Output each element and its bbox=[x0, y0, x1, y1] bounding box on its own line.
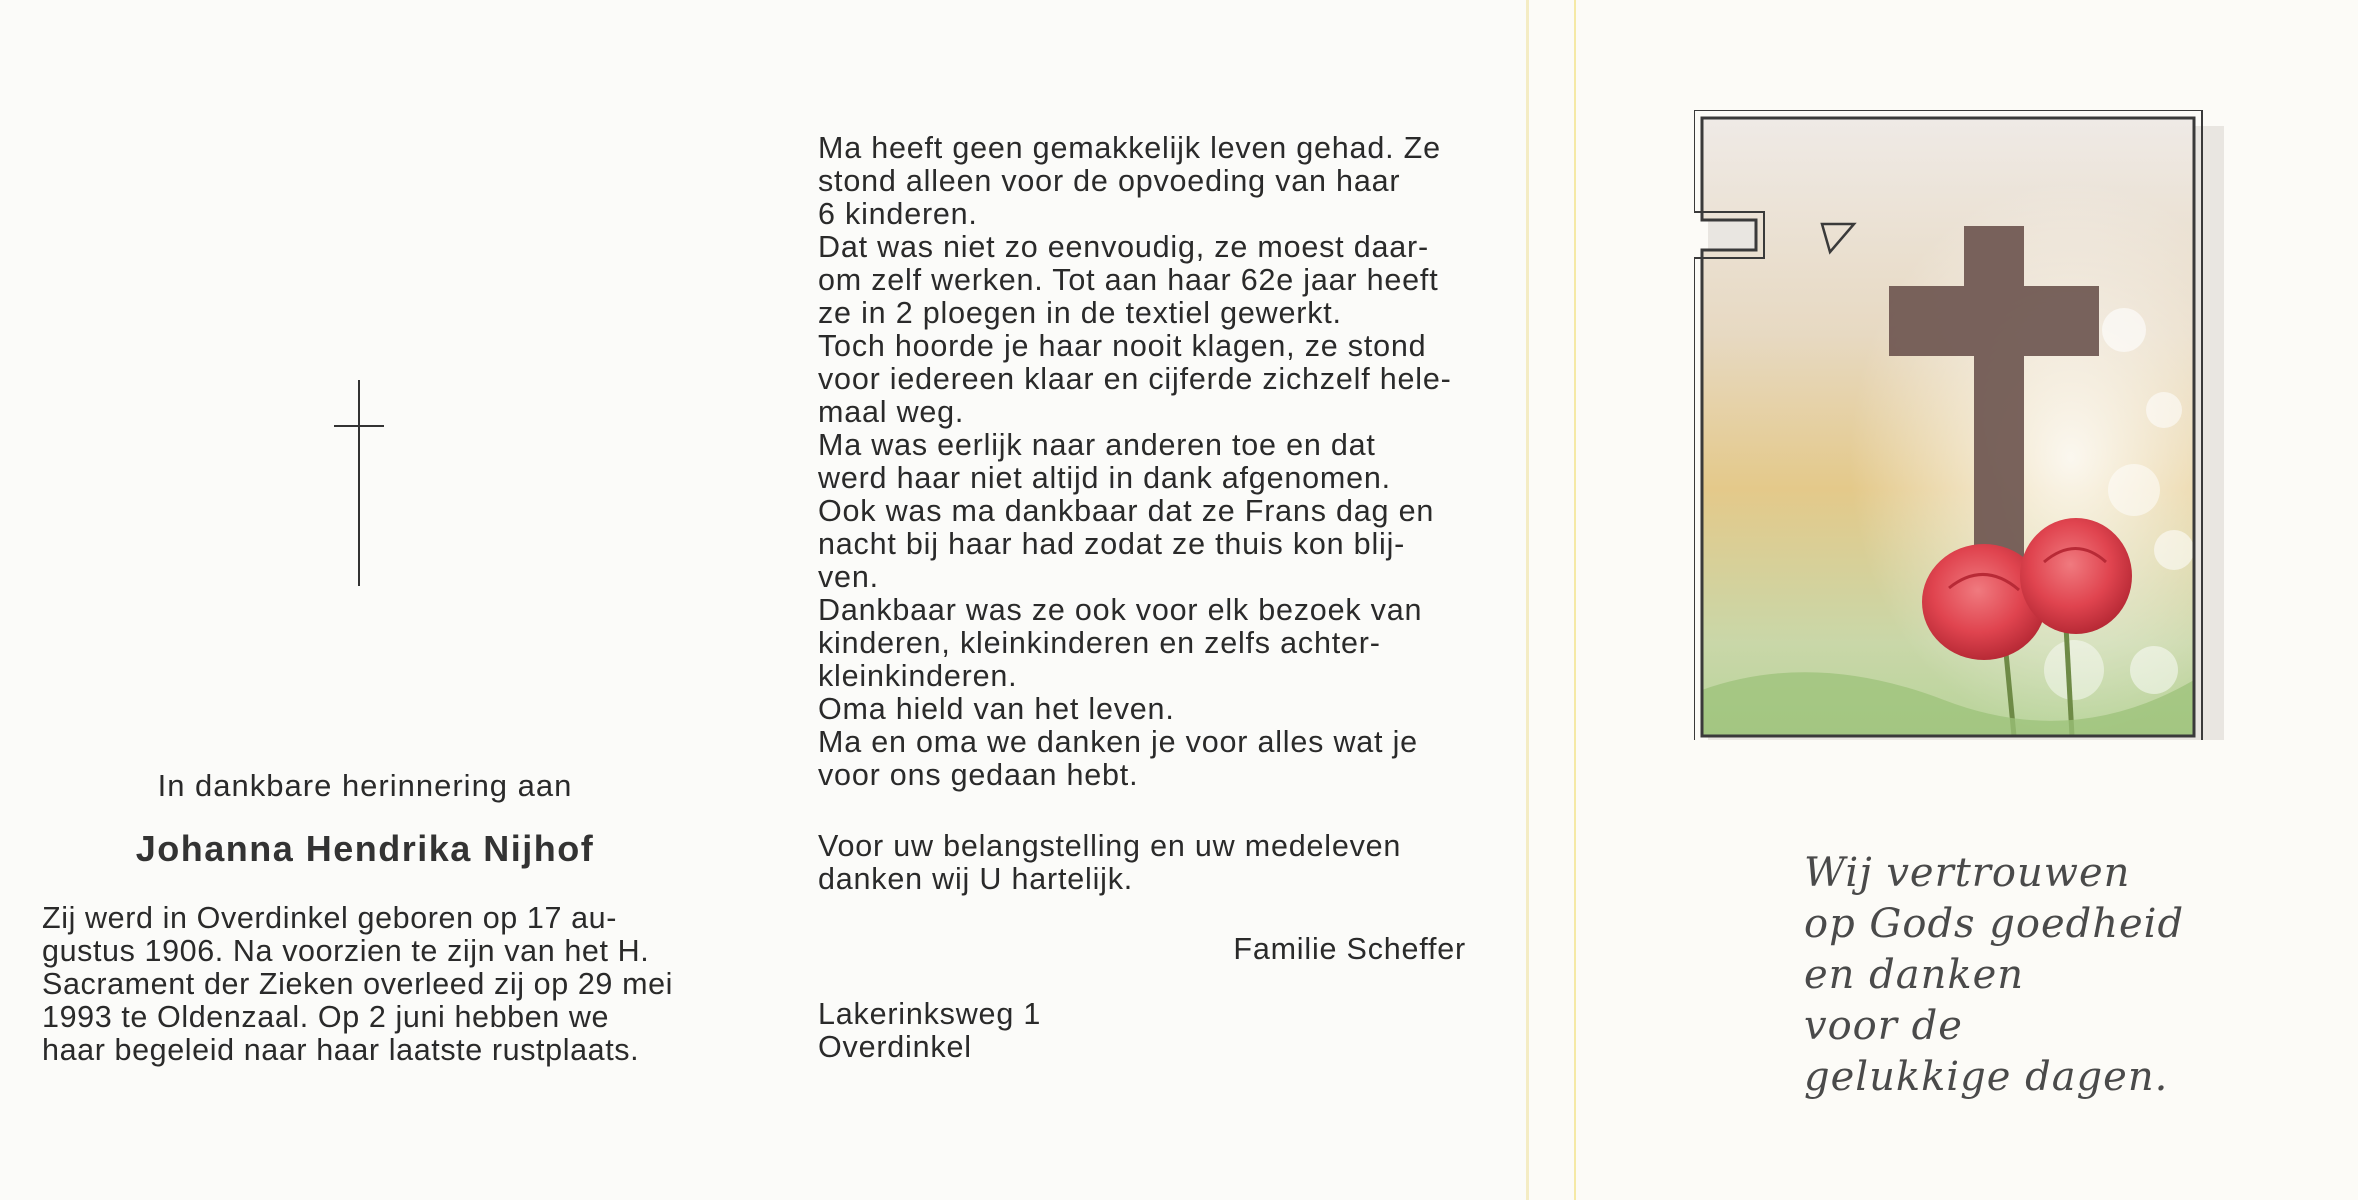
bio-line: Zij werd in Overdinkel geboren op 17 au- bbox=[42, 901, 617, 935]
bio-line: Sacrament der Zieken overleed zij op 29 mei bbox=[42, 967, 674, 1001]
bio-line: 1993 te Oldenzaal. Op 2 juni hebben we bbox=[42, 1000, 610, 1034]
text-line: ze in 2 ploegen in de textiel gewerkt. bbox=[818, 296, 1342, 330]
text-line: ven. bbox=[818, 560, 879, 594]
text-line: voor iedereen klaar en cijferde zichzelf hele- bbox=[818, 362, 1452, 396]
address-street: Lakerinksweg 1 bbox=[818, 997, 1042, 1031]
address bbox=[818, 998, 1041, 1064]
text-line: Oma hield van het leven. bbox=[818, 692, 1175, 726]
motto-line: voor de bbox=[1804, 1003, 1963, 1049]
text-line: Ma heeft geen gemakkelijk leven gehad. Ze bbox=[818, 131, 1441, 165]
text-line: voor ons gedaan hebt. bbox=[818, 758, 1139, 792]
biography bbox=[42, 902, 692, 1067]
thanks-line: Voor uw belangstelling en uw medeleven bbox=[818, 829, 1402, 863]
motto-line: gelukkige dagen. bbox=[1804, 1054, 2169, 1100]
intro-text: In dankbare herinnering aan bbox=[157, 768, 573, 803]
text-line: werd haar niet altijd in dank afgenomen. bbox=[818, 461, 1391, 495]
front-motto bbox=[1804, 848, 2184, 1103]
text-line: om zelf werken. Tot aan haar 62e jaar heeft bbox=[818, 263, 1439, 297]
motto-line: Wij vertrouwen bbox=[1804, 850, 2131, 896]
memorial-text bbox=[818, 132, 1468, 792]
text-line: Ma was eerlijk naar anderen toe en dat bbox=[818, 428, 1376, 462]
family-signature: Familie Scheffer bbox=[1233, 932, 1466, 966]
text-line: Ma en oma we danken je voor alles wat je bbox=[818, 725, 1418, 759]
text-line: Toch hoorde je haar nooit klagen, ze stond bbox=[818, 329, 1427, 363]
text-line: Dat was niet zo eenvoudig, ze moest daar- bbox=[818, 230, 1429, 264]
deceased-name: Johanna Hendrika Nijhof bbox=[135, 828, 595, 869]
text-line: Dankbaar was ze ook voor elk bezoek van bbox=[818, 593, 1423, 627]
text-line: Ook was ma dankbaar dat ze Frans dag en bbox=[818, 494, 1435, 528]
bio-line: haar begeleid naar haar laatste rustplaats. bbox=[42, 1033, 640, 1067]
text-line: kinderen, kleinkinderen en zelfs achter- bbox=[818, 626, 1381, 660]
thanks-line: danken wij U hartelijk. bbox=[818, 862, 1134, 896]
thanks-text bbox=[818, 830, 1468, 896]
text-line: stond alleen voor de opvoeding van haar bbox=[818, 164, 1401, 198]
card-fold-line bbox=[1526, 0, 1529, 1200]
card-fold-line-yellow bbox=[1574, 0, 1576, 1200]
text-line: kleinkinderen. bbox=[818, 659, 1018, 693]
text-line: 6 kinderen. bbox=[818, 197, 978, 231]
address-town: Overdinkel bbox=[818, 1030, 972, 1064]
text-line: nacht bij haar had zodat ze thuis kon blij- bbox=[818, 527, 1406, 561]
bio-line: gustus 1906. Na voorzien te zijn van het H. bbox=[42, 934, 650, 968]
motto-line: en danken bbox=[1804, 952, 2025, 998]
cross-with-roses-image bbox=[1694, 110, 2224, 740]
cross-icon bbox=[334, 380, 384, 586]
motto-line: op Gods goedheid bbox=[1804, 901, 2185, 947]
text-line: maal weg. bbox=[818, 395, 965, 429]
